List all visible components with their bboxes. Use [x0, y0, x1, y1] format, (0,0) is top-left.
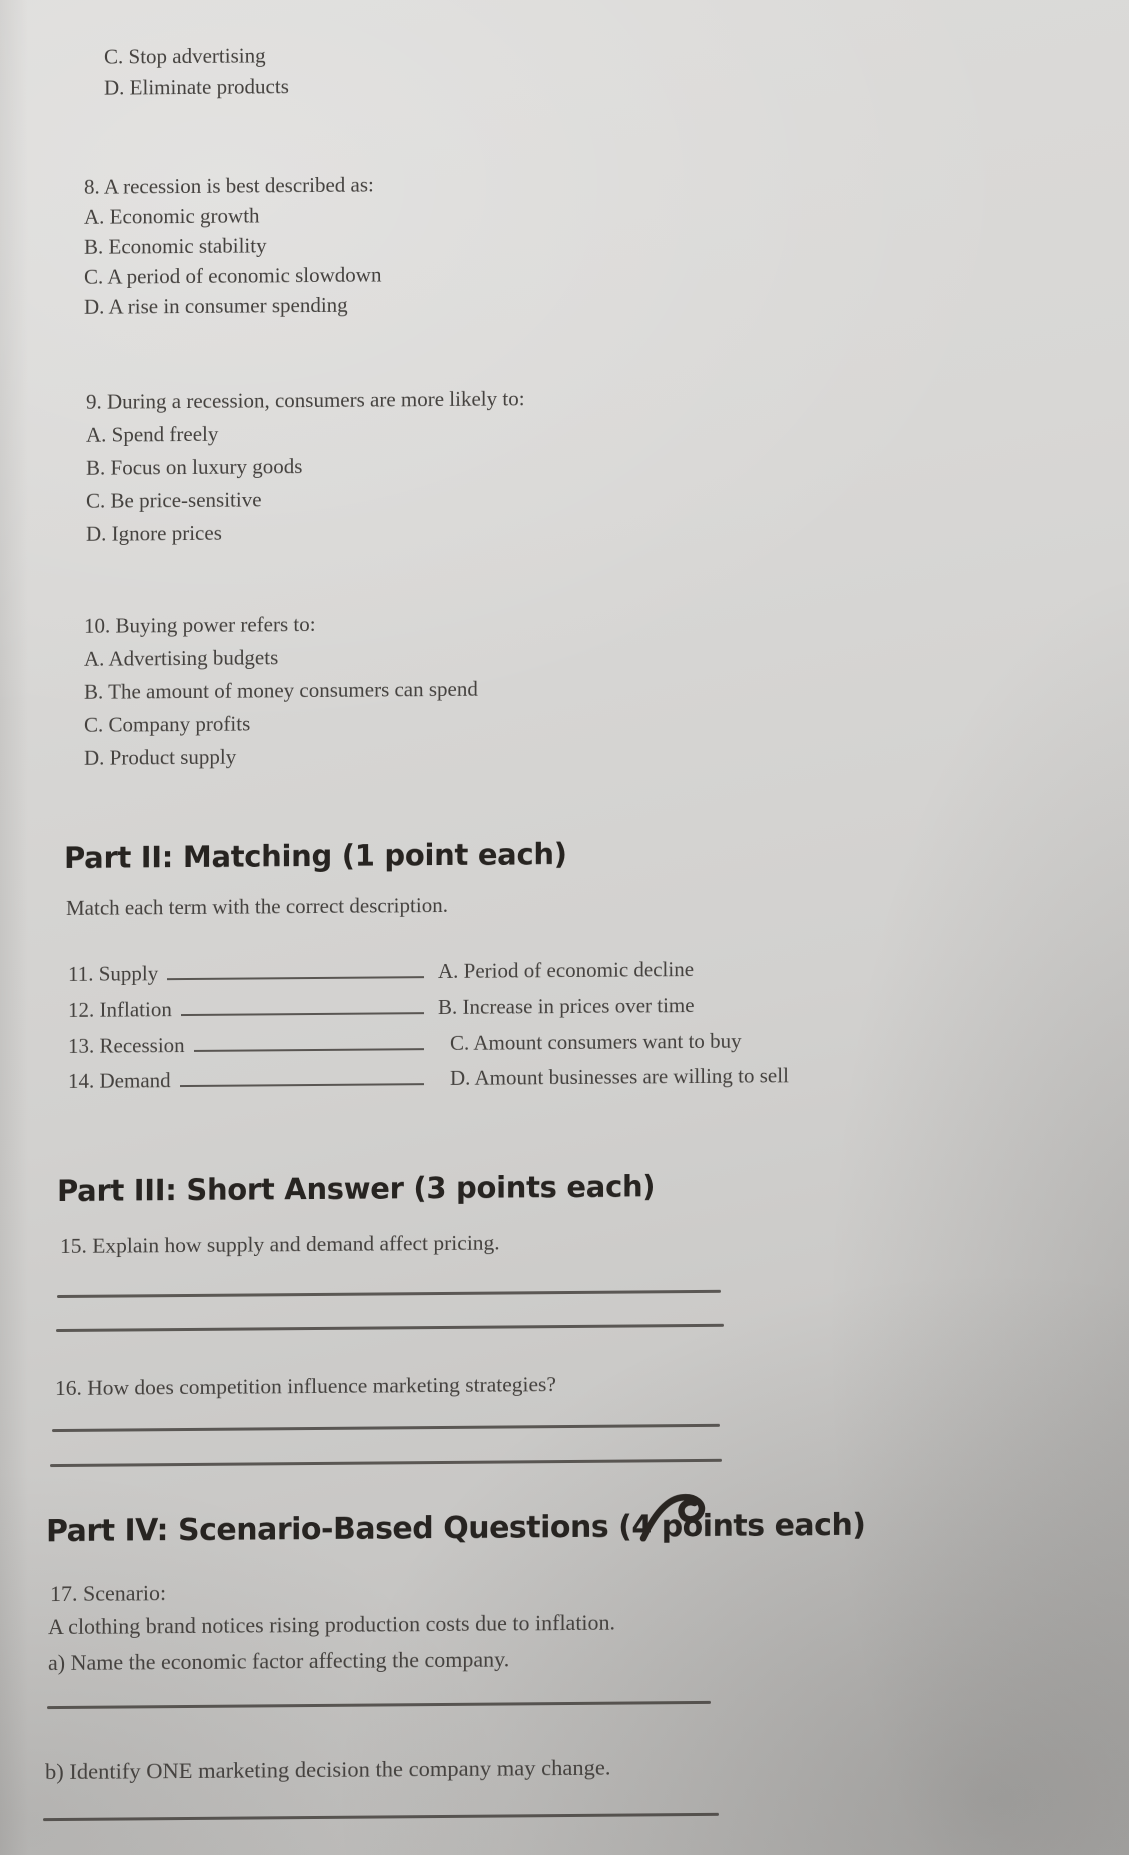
question-option: A. Economic growth: [84, 203, 260, 229]
matching-blank-line: [180, 1067, 424, 1087]
question-option: D. Ignore prices: [86, 520, 222, 546]
matching-row: [68, 1028, 848, 1059]
matching-term: 11. Supply: [68, 961, 159, 986]
matching-term: 14. Demand: [68, 1068, 171, 1093]
part2-instruction: Match each term with the correct description.: [66, 892, 448, 920]
question-option: C. Company profits: [84, 711, 251, 737]
question-prompt: 8. A recession is best described as:: [84, 172, 374, 199]
part2-heading: Part II: Matching (1 point each): [64, 837, 567, 875]
matching-blank-line: [181, 996, 424, 1016]
question-option: C. Be price-sensitive: [86, 487, 262, 513]
matching-description: B. Increase in prices over time: [438, 993, 695, 1020]
matching-blank-line: [167, 960, 424, 980]
answer-line: [52, 1424, 720, 1432]
sub-question-a: a) Name the economic factor affecting the company.: [48, 1646, 510, 1676]
question-15: 15. Explain how supply and demand affect pricing.: [60, 1230, 500, 1258]
question-block-10: [84, 607, 478, 775]
answer-line: [56, 1324, 724, 1332]
matching-term: 13. Recession: [68, 1033, 185, 1058]
question-option: D. Product supply: [84, 744, 237, 770]
question-option: B. The amount of money consumers can spend: [84, 676, 478, 704]
question-block-8: [84, 169, 381, 321]
question-option: C. A period of economic slowdown: [84, 262, 382, 289]
question-option: A. Spend freely: [86, 421, 219, 447]
matching-row: [68, 956, 848, 987]
part3-heading: Part III: Short Answer (3 points each): [57, 1169, 656, 1209]
answer-line: [57, 1290, 721, 1298]
pen-swirl-mark: [637, 1491, 713, 1542]
question-option: A. Advertising budgets: [84, 645, 279, 671]
matching-description: C. Amount consumers want to buy: [450, 1028, 742, 1055]
matching-term: 12. Inflation: [68, 997, 172, 1022]
matching-description: A. Period of economic decline: [438, 957, 694, 984]
question-option: B. Economic stability: [84, 233, 267, 259]
part4-heading: Part IV: Scenario-Based Questions (4 points each): [46, 1507, 866, 1550]
matching-row: [68, 992, 848, 1023]
matching-description: D. Amount businesses are willing to sell: [450, 1063, 789, 1090]
question-7-options: [104, 40, 289, 103]
matching-row: [68, 1063, 848, 1094]
question-option: B. Focus on luxury goods: [86, 454, 303, 480]
answer-line: [50, 1459, 722, 1467]
question-option: D. Eliminate products: [104, 74, 289, 100]
sub-question-b: b) Identify ONE marketing decision the company may change.: [45, 1754, 611, 1785]
question-option: D. A rise in consumer spending: [84, 292, 348, 319]
question-prompt: 9. During a recession, consumers are more likely to:: [86, 386, 525, 414]
scenario-label: 17. Scenario:: [50, 1580, 167, 1607]
matching-blank-line: [194, 1032, 424, 1052]
scenario-text: A clothing brand notices rising production costs due to inflation.: [48, 1609, 616, 1640]
question-16: 16. How does competition influence marketing strategies?: [55, 1372, 556, 1401]
answer-line: [47, 1701, 711, 1709]
question-block-9: [86, 382, 525, 550]
question-prompt: 10. Buying power refers to:: [84, 611, 316, 638]
answer-line: [43, 1813, 719, 1821]
question-option: C. Stop advertising: [104, 43, 266, 69]
